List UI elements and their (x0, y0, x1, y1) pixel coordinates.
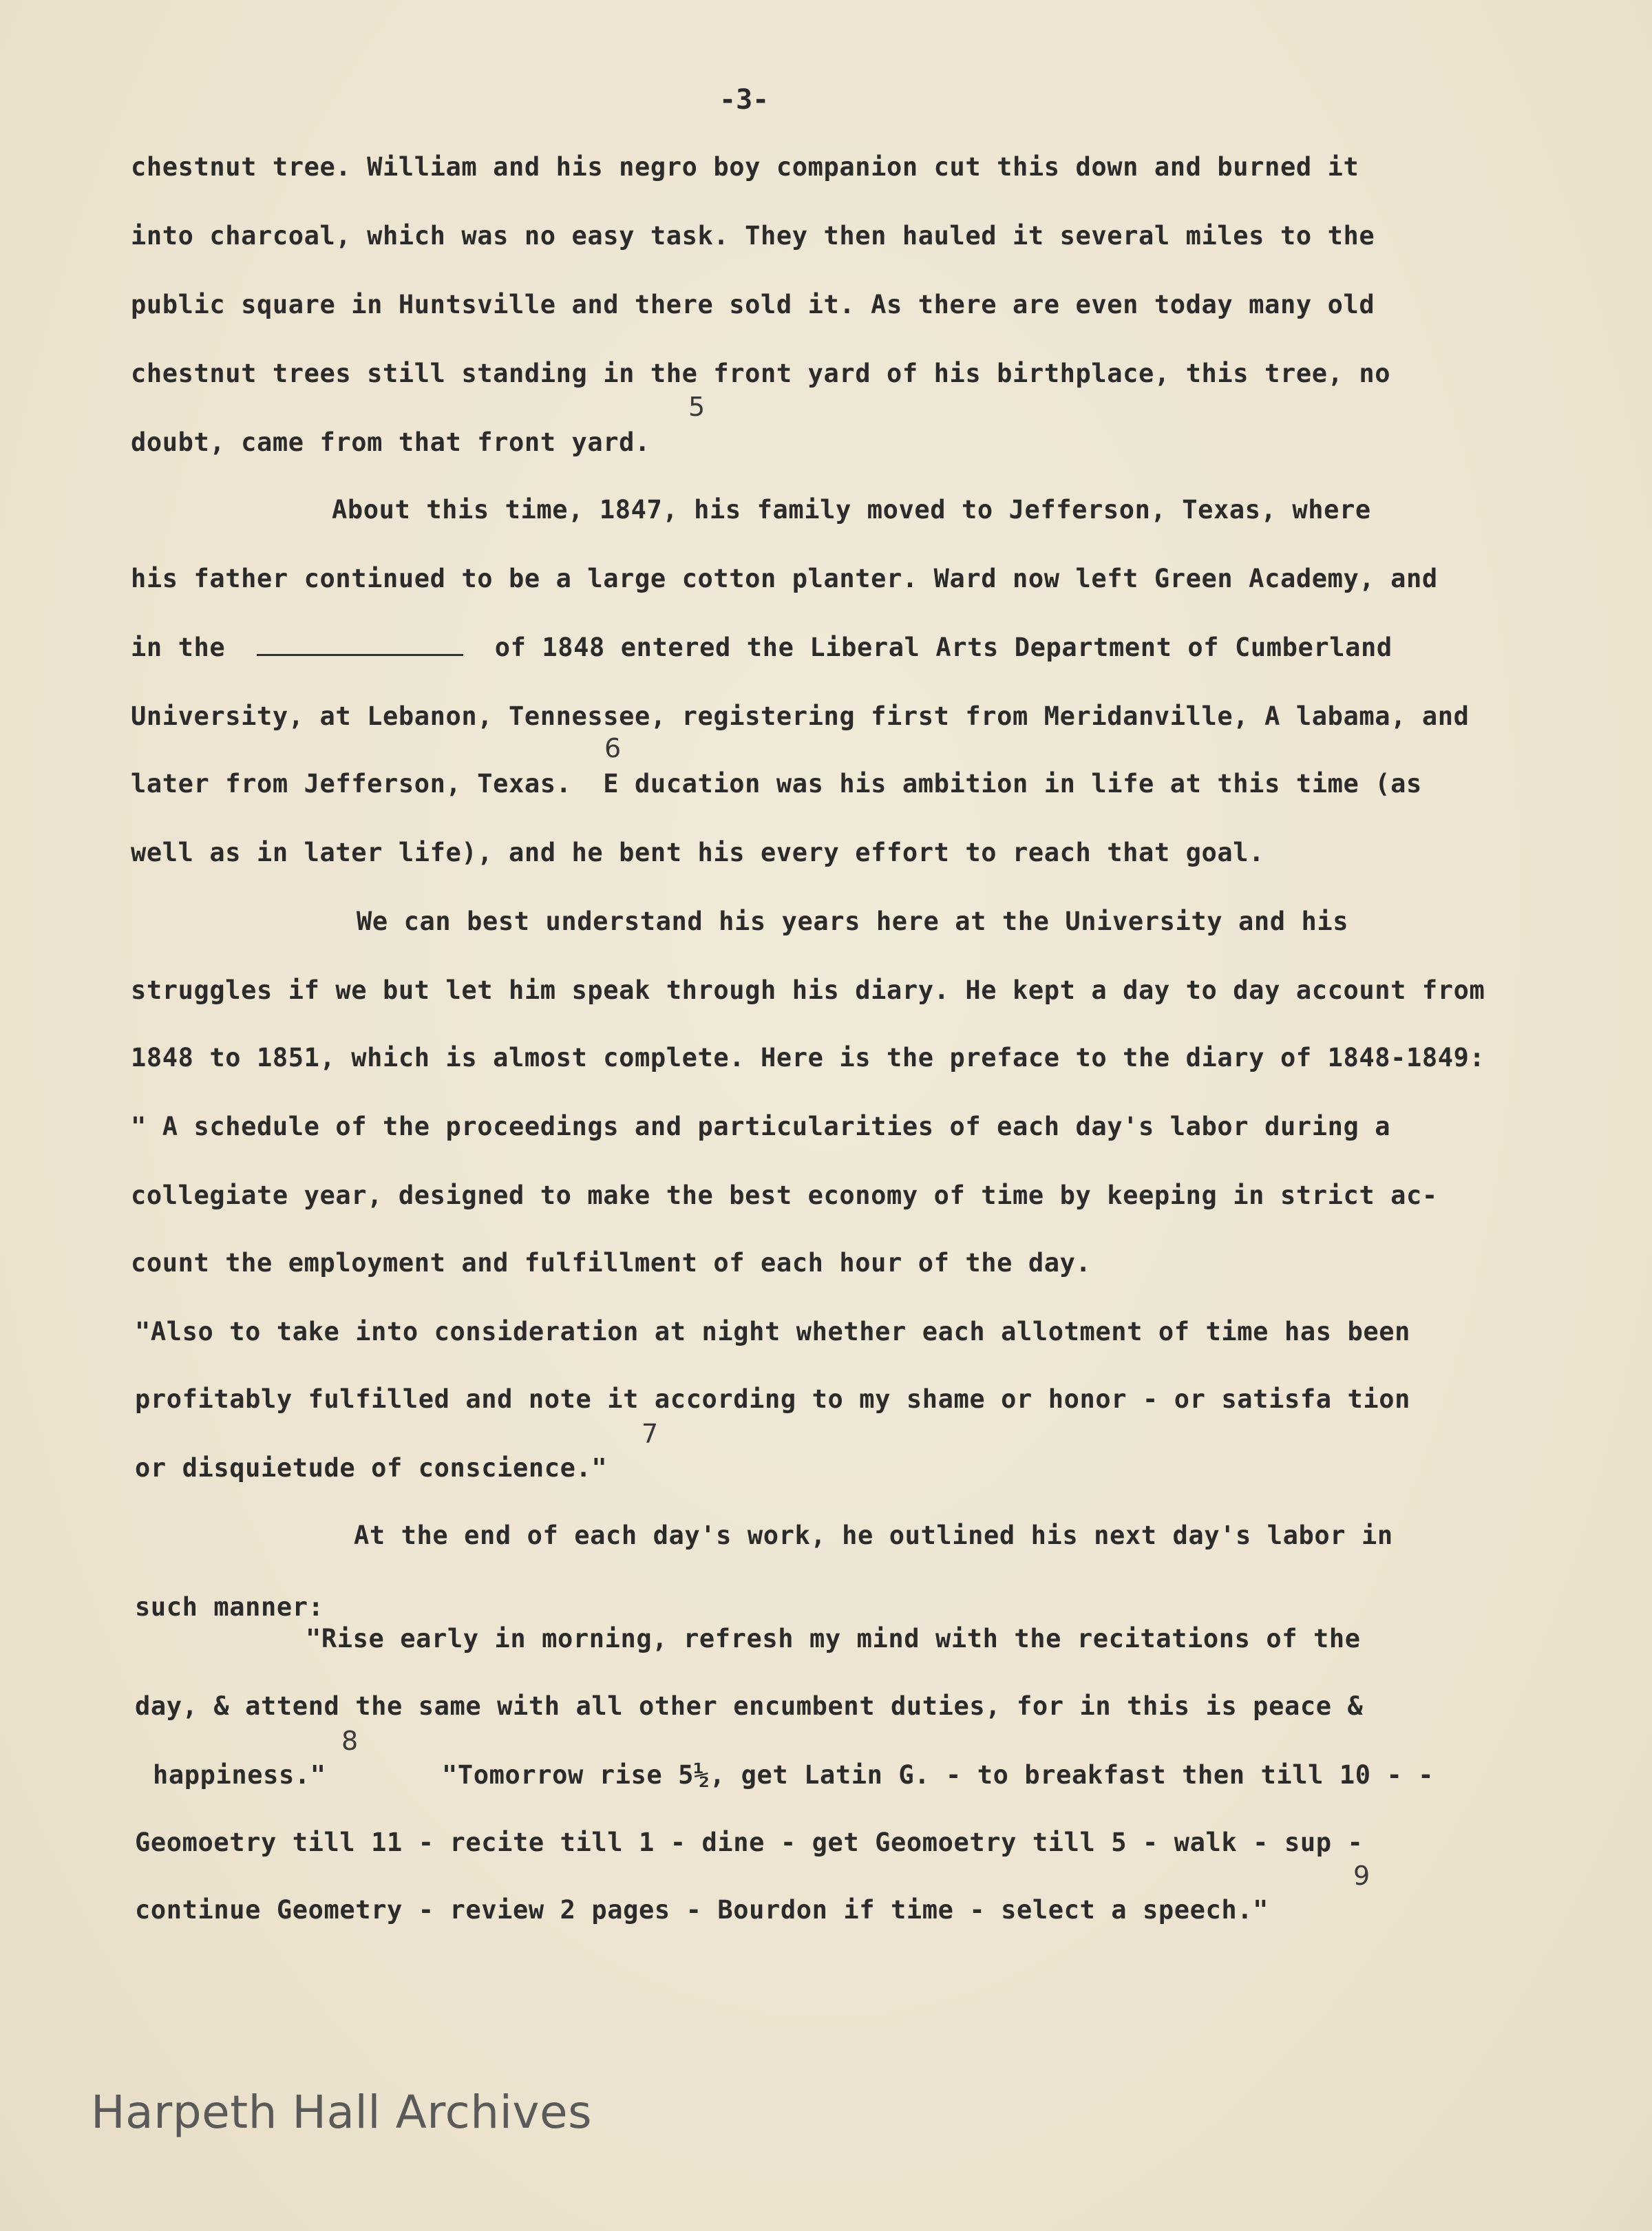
text-line: University, at Lebanon, Tennessee, registering first from Meridanville, A labama, and (131, 701, 1470, 731)
text-line: struggles if we but let him speak through his diary. He kept a day to day account from (131, 975, 1485, 1005)
footnote-marker: 7 (642, 1419, 659, 1449)
text-line: About this time, 1847, his family moved to Jefferson, Texas, where (332, 495, 1371, 525)
text-line: " A schedule of the proceedings and particularities of each day's labor during a (131, 1112, 1391, 1141)
text-line (131, 635, 1392, 660)
footnote-marker: 8 (341, 1726, 359, 1756)
text-segment: of 1848 entered the Liberal Arts Department of Cumberland (494, 633, 1392, 662)
text-line: collegiate year, designed to make the best economy of time by keeping in strict ac- (131, 1181, 1438, 1210)
text-line: such manner: (135, 1592, 324, 1622)
text-line: chestnut tree. William and his negro boy companion cut this down and burned it (131, 152, 1359, 182)
archive-watermark: Harpeth Hall Archives (91, 2086, 592, 2139)
text-line: public square in Huntsville and there sold it. As there are even today many old (131, 290, 1375, 319)
text-line: or disquietude of conscience." (135, 1453, 608, 1483)
text-line: happiness." (153, 1760, 326, 1790)
text-line: 1848 to 1851, which is almost complete. Here is the preface to the diary of 1848-1849: (131, 1043, 1485, 1072)
text-line: At the end of each day's work, he outlined his next day's labor in (354, 1521, 1393, 1550)
text-line: "Rise early in morning, refresh my mind with the recitations of the (306, 1624, 1361, 1653)
text-line: well as in later life), and he bent his every effort to reach that goal. (131, 838, 1265, 867)
text-line: his father continued to be a large cotton planter. Ward now left Green Academy, and (131, 564, 1438, 593)
text-line: Geomoetry till 11 - recite till 1 - dine - get Geomoetry till 5 - walk - sup - (135, 1828, 1364, 1857)
text-line: continue Geometry - review 2 pages - Bourdon if time - select a speech." (135, 1895, 1269, 1925)
text-line: "Also to take into consideration at night whether each allotment of time has been (135, 1317, 1410, 1346)
text-line: "Tomorrow rise 5½, get Latin G. - to breakfast then till 10 - - (442, 1760, 1434, 1790)
page-number: -3- (719, 84, 770, 116)
text-segment: in the (131, 633, 226, 662)
blank-line (257, 653, 463, 656)
text-line: into charcoal, which was no easy task. They then hauled it several miles to the (131, 221, 1375, 251)
text-line: We can best understand his years here at the University and his (357, 907, 1349, 936)
text-line: count the employment and fulfillment of each hour of the day. (131, 1248, 1092, 1278)
text-line: day, & attend the same with all other encumbent duties, for in this is peace & (135, 1691, 1364, 1721)
text-line: doubt, came from that front yard. (131, 427, 650, 457)
footnote-marker: 9 (1353, 1861, 1370, 1891)
footnote-marker: 5 (688, 392, 706, 422)
text-line: later from Jefferson, Texas. E ducation was his ambition in life at this time (as (131, 769, 1422, 799)
footnote-marker: 6 (604, 733, 622, 763)
text-line: profitably fulfilled and note it according to my shame or honor - or satisfa tion (135, 1384, 1410, 1414)
text-line: chestnut trees still standing in the front yard of his birthplace, this tree, no (131, 359, 1391, 388)
